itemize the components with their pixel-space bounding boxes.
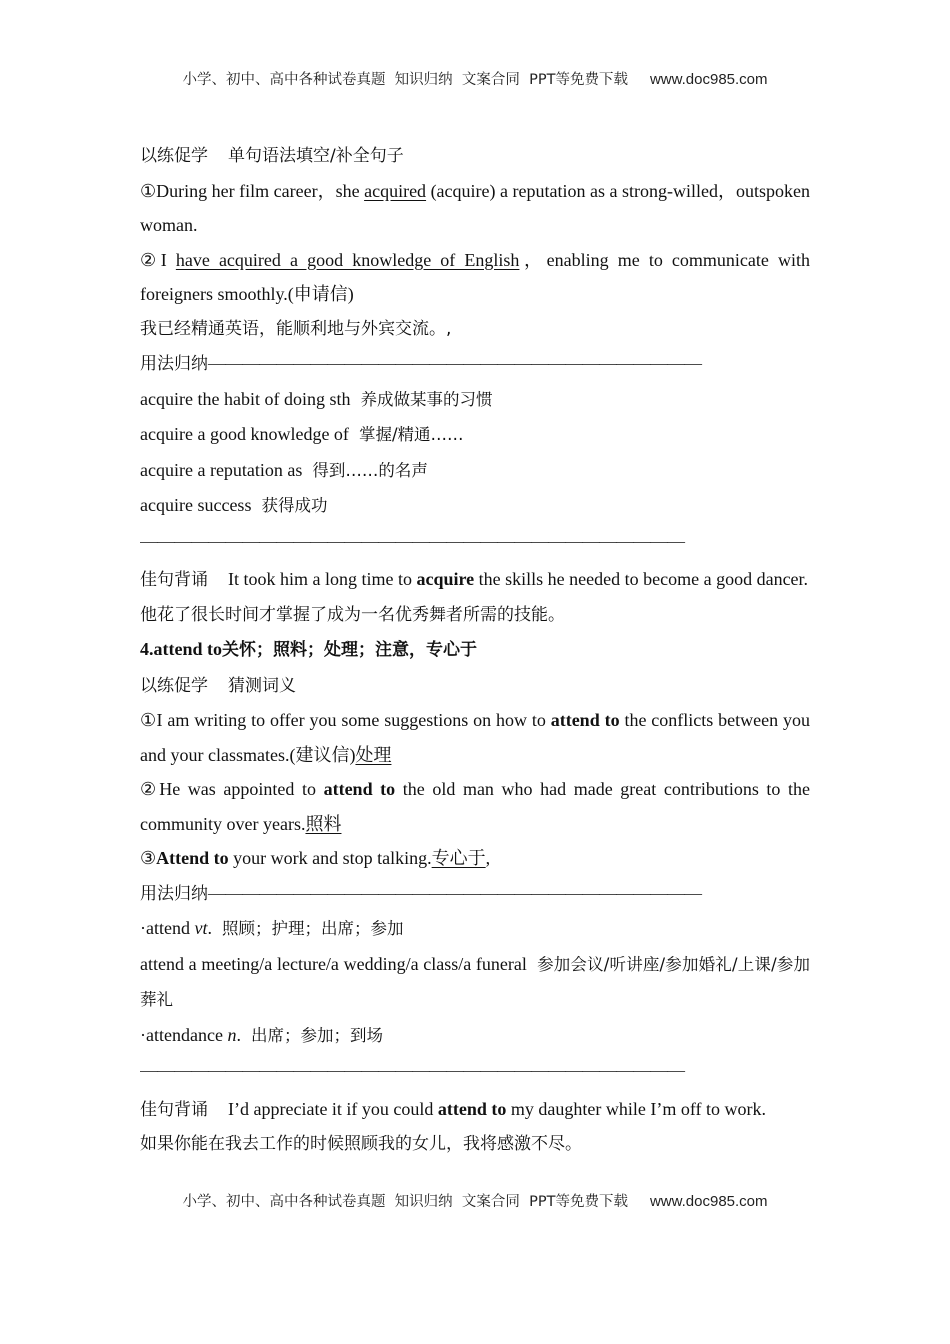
practice-heading	[140, 138, 810, 174]
page-header	[0, 68, 950, 89]
item-number: 4.	[140, 639, 154, 659]
best-text: I’d appreciate it if you could	[228, 1098, 438, 1119]
usage-label: 用法归纳	[140, 354, 208, 374]
practice-label: 以练促学	[140, 675, 208, 696]
usage-heading	[140, 346, 810, 382]
answer-blank: acquired	[364, 180, 427, 201]
usage-item	[140, 453, 810, 489]
section-4-title	[140, 632, 810, 668]
best-label: 佳句背诵	[140, 570, 208, 590]
exercise-text: the conflicts between you and your classmates.(建议信)	[140, 710, 810, 765]
usage-item	[140, 911, 810, 947]
usage-rule: —————————————————————————————	[208, 353, 701, 373]
usage-cn: 掌握/精通……	[358, 425, 464, 444]
answer-blank: 处理	[355, 744, 392, 765]
usage-en: attend a meeting/a lecture/a wedding/a class/a funeral	[140, 953, 527, 974]
best-sentence-translation: 如果你能在我去工作的时候照顾我的女儿，我将感激不尽。	[140, 1134, 582, 1154]
usage-en: ·attend	[140, 918, 195, 938]
part-of-speech: n	[227, 1024, 237, 1045]
item-word: attend to	[153, 639, 222, 659]
usage-cn: 获得成功	[261, 496, 328, 515]
exercise-text: your work and stop talking.	[228, 848, 432, 868]
usage-cn: 参加会议/听讲座/参加婚礼/上课/参加葬礼	[140, 954, 810, 1009]
usage-item	[140, 1018, 810, 1054]
section-divider: ————————————————————————————————	[140, 530, 684, 551]
section-divider: ————————————————————————————————	[140, 1060, 684, 1080]
exercise-text: ②He was appointed to	[140, 779, 324, 799]
best-label: 佳句背诵	[140, 1099, 208, 1120]
practice-task: 猜测词义	[228, 675, 296, 696]
exercise-2-translation: 我已经精通英语，能顺利地与外宾交流。,	[140, 318, 452, 339]
exercise-text: ①During her film career，she	[140, 180, 365, 201]
exercise-1	[140, 174, 810, 243]
best-text: the skills he needed to become a good dancer.	[474, 569, 809, 589]
usage-item	[140, 488, 810, 524]
page-footer	[0, 1190, 950, 1211]
keyword: attend to	[437, 1098, 507, 1119]
answer-blank: have acquired a good knowledge of English	[175, 249, 520, 270]
best-sentence	[140, 562, 810, 598]
usage-cn: 照顾；护理；出席；参加	[221, 919, 404, 938]
best-text: It took him a long time to	[228, 569, 417, 589]
exercise-text: ，enabling me to communicate with foreigners smoothly.(申请信)	[140, 249, 811, 304]
exercise-2	[140, 243, 810, 312]
best-sentence	[140, 1092, 810, 1128]
keyword: Attend to	[156, 848, 229, 868]
usage-cn: 出席；参加；到场	[250, 1025, 383, 1045]
usage-en: .	[207, 918, 212, 938]
usage-item	[140, 417, 810, 453]
header-text: 小学、初中、高中各种试卷真题 知识归纳 文案合同 PPT等免费下载	[182, 72, 628, 88]
usage-heading	[140, 876, 810, 912]
keyword: attend to	[323, 779, 396, 799]
part-of-speech: vt	[194, 918, 208, 938]
header-url[interactable]: www.doc985.com	[649, 71, 768, 88]
practice-heading	[140, 668, 810, 704]
exercise-text: ,	[485, 848, 491, 868]
usage-cn: 得到……的名声	[312, 460, 428, 480]
exercise-text: ③	[140, 848, 157, 868]
answer-blank: 照料	[305, 813, 342, 834]
exercise-1	[140, 703, 810, 772]
exercise-2	[140, 772, 810, 841]
exercise-text: the old man who had made great contributions to the community over years.	[140, 779, 811, 834]
exercise-text: ②I	[140, 249, 176, 270]
keyword: acquire	[416, 569, 475, 589]
answer-blank: 专心于	[431, 848, 486, 868]
footer-url[interactable]: www.doc985.com	[649, 1193, 768, 1210]
usage-en: acquire success	[140, 495, 252, 515]
keyword: attend to	[550, 710, 620, 730]
usage-en: ·attendance	[140, 1024, 228, 1045]
usage-en: .	[236, 1024, 241, 1045]
usage-en: acquire the habit of doing sth	[140, 388, 351, 409]
best-sentence-translation: 他花了很长时间才掌握了成为一名优秀舞者所需的技能。	[140, 604, 565, 625]
exercise-3	[140, 841, 810, 876]
practice-label: 以练促学	[140, 146, 208, 166]
best-text: my daughter while I’m off to work.	[506, 1098, 767, 1119]
exercise-text: (acquire) a reputation as a strong-willed，outspoken woman.	[140, 180, 810, 235]
footer-text: 小学、初中、高中各种试卷真题 知识归纳 文案合同 PPT等免费下载	[182, 1194, 628, 1210]
usage-cn: 养成做某事的习惯	[360, 389, 493, 409]
usage-en: acquire a good knowledge of	[140, 424, 349, 444]
usage-rule: —————————————————————————————	[208, 882, 701, 903]
document-body	[140, 138, 810, 1162]
practice-task: 单句语法填空/补全句子	[228, 146, 404, 166]
usage-en: acquire a reputation as	[140, 459, 303, 480]
usage-item	[140, 947, 810, 1018]
usage-item	[140, 382, 810, 418]
usage-label: 用法归纳	[140, 883, 208, 904]
exercise-text: ①I am writing to offer you some suggestions on how to	[140, 710, 551, 730]
item-meaning: 关怀；照料；处理；注意，专心于	[222, 640, 477, 660]
